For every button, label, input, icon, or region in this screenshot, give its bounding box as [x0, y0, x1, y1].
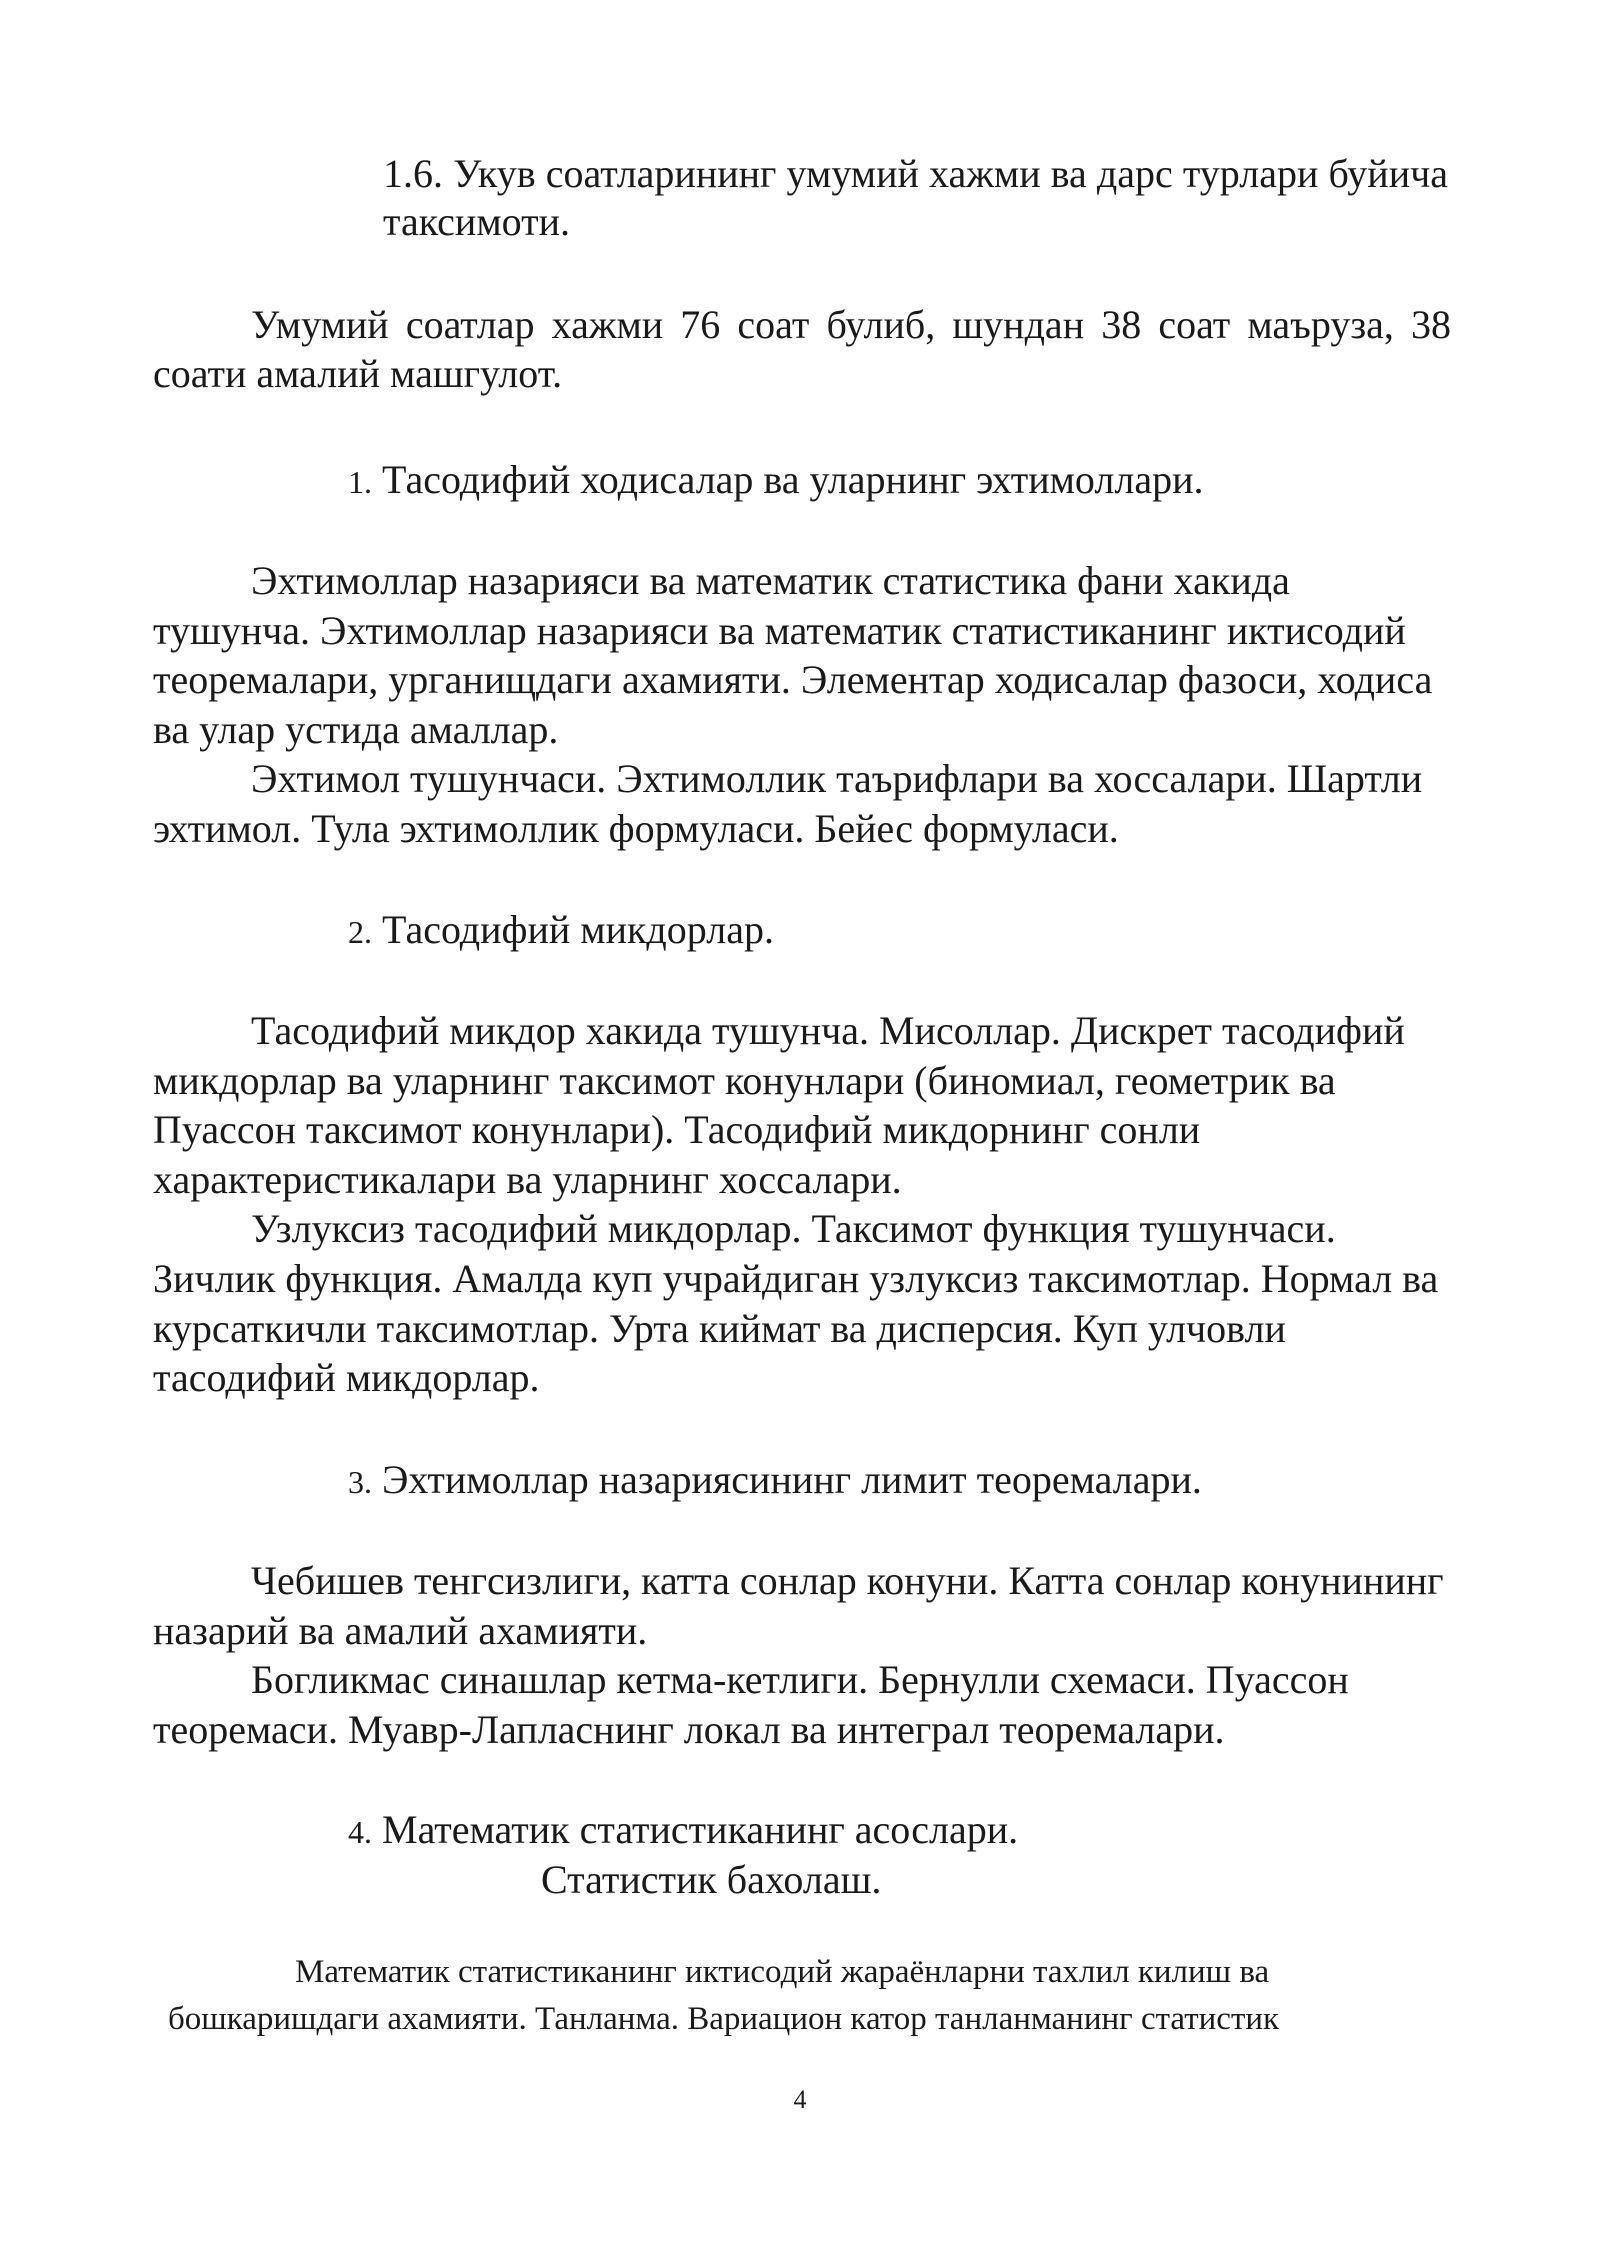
topic-3-body	[153, 1556, 1451, 1754]
page-number: 4	[793, 2085, 807, 2114]
topic-2-title	[348, 906, 774, 956]
topic-2-body	[153, 1006, 1451, 1403]
section-heading: 1.6. Укув соатларининг умумий хажми ва дарс турлари буйича таксимоти.	[383, 151, 1448, 244]
topic-4-subtitle: Статистик бахолаш.	[541, 1857, 882, 1902]
topic-1-title	[348, 456, 1203, 506]
topic-1-paragraph-2: Эхтимол тушунчаси. Эхтимоллик таърифлари ва хоссалари. Шартли эхтимол. Тула эхтимоллик формуласи. Бейес формуласи.	[153, 756, 1423, 851]
topic-2-paragraph-1: Тасодифий микдор хакида тушунча. Мисоллар. Дискрет тасодифий микдорлар ва уларнинг таксимот конунлари (биномиал, геометрик ва Пуассон таксимот конунлари). Тасодифий микдорнинг сонли характеристикалари ва уларнинг хоссалари.	[153, 1008, 1405, 1202]
topic-2-paragraph-2: Узлуксиз тасодифий микдорлар. Таксимот функция тушунчаси. Зичлик функция. Амалда куп учрайдиган узлуксиз таксимотлар. Нормал ва курсаткичли таксимотлар. Урта киймат ва дисперсия. Куп улчовли тасодифий микдорлар.	[153, 1206, 1439, 1401]
topic-1-number: 1.	[348, 464, 372, 500]
topic-4-number: 4.	[348, 1814, 372, 1850]
topic-3-paragraph-2: Богликмас синашлар кетма-кетлиги. Бернулли схемаси. Пуассон теоремаси. Муавр-Лапласнинг локал ва интеграл теоремалари.	[153, 1657, 1349, 1752]
topic-4-title-text: Математик статистиканинг асослари.	[382, 1807, 1019, 1852]
hours-summary: Умумий соатлар хажми 76 соат булиб, шундан 38 соат маъруза, 38 соати амалий машгулот.	[153, 302, 1451, 396]
topic-1-paragraph-1: Эхтимоллар назарияси ва математик статистика фани хакида тушунча. Эхтимоллар назарияси ва математик статистиканинг иктисодий теоремалари, урганищдаги ахамияти. Элементар ходисалар фазоси, ходиса ва улар устида амаллар.	[153, 558, 1433, 752]
topic-4-title	[348, 1806, 1018, 1904]
topic-2-title-text: Тасодифий микдорлар.	[382, 907, 774, 952]
topic-1-title-text: Тасодифий ходисалар ва уларнинг эхтимоллари.	[382, 457, 1204, 502]
topic-4-paragraph-1: Математик статистиканинг иктисодий жараёнларни тахлил килиш ва бошкаришдаги ахамияти. Танланма. Вариацион катор танланманинг статистик	[168, 1954, 1280, 2037]
topic-3-title	[348, 1456, 1202, 1506]
topic-3-title-text: Эхтимоллар назариясининг лимит теоремалари.	[382, 1457, 1202, 1502]
topic-1-body	[153, 556, 1451, 854]
topic-3-paragraph-1: Чебишев тенгсизлиги, катта сонлар конуни. Катта сонлар конунининг назарий ва амалий ахамияти.	[153, 1558, 1444, 1653]
topic-3-number: 3.	[348, 1464, 372, 1500]
topic-2-number: 2.	[348, 914, 372, 950]
